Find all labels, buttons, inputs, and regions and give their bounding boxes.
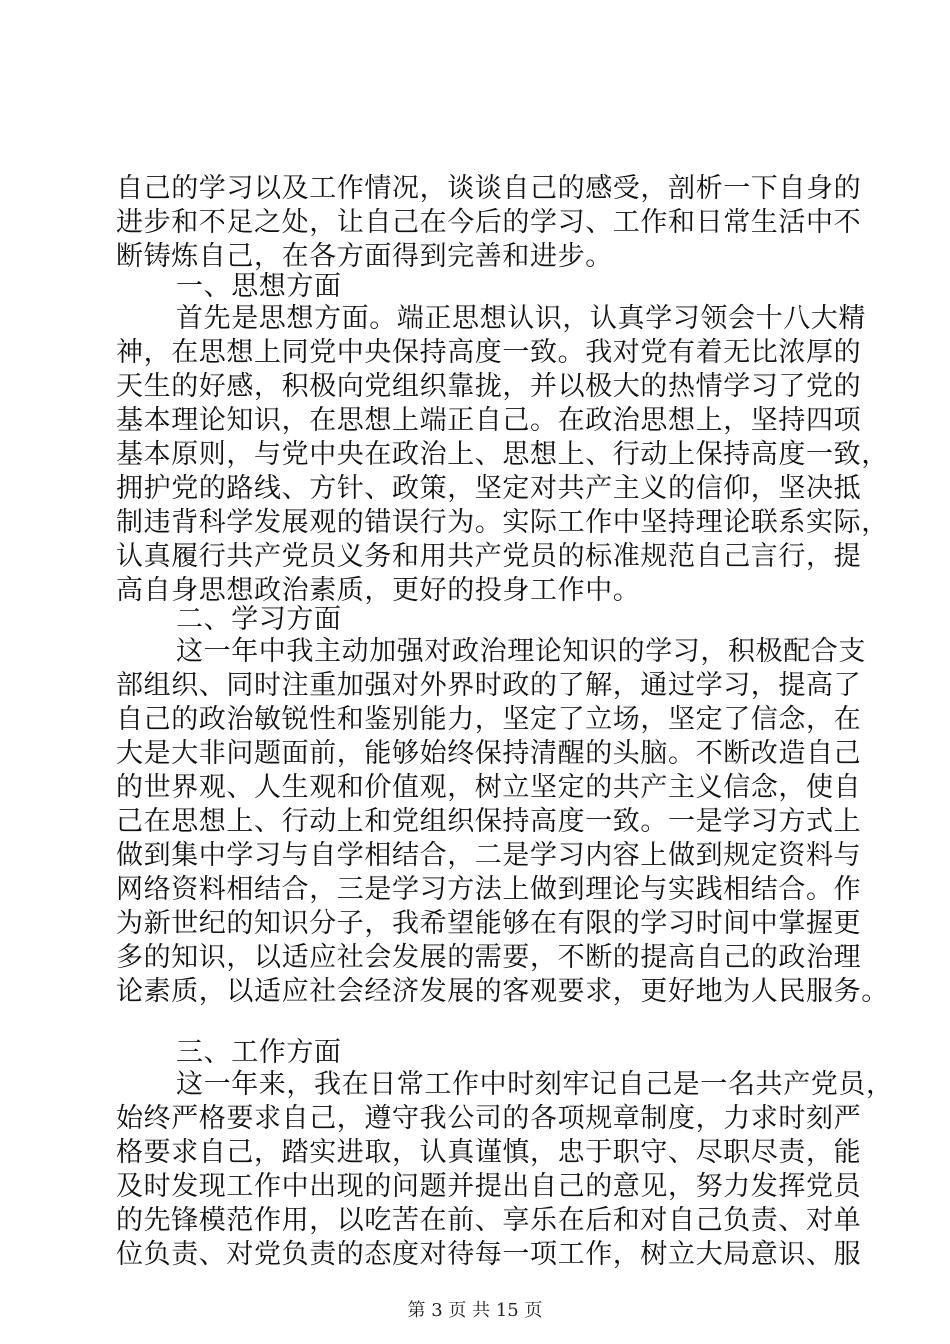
text-line: 断铸炼自己，在各方面得到完善和进步。 [116, 241, 613, 272]
section-heading: 三、工作方面 [176, 1037, 342, 1068]
section-heading: 一、思想方面 [176, 271, 342, 302]
text-line: 首先是思想方面。端正思想认识，认真学习领会十八大精 [176, 303, 866, 334]
text-line: 这一年来，我在日常工作中时刻牢记自己是一名共产党员， [176, 1069, 894, 1100]
section-heading: 二、学习方面 [176, 604, 342, 635]
text-line: 己在思想上、行动上和党组织保持高度一致。一是学习方式上 [116, 806, 862, 837]
text-line: 自己的学习以及工作情况，谈谈自己的感受，剖析一下自身的 [116, 173, 862, 204]
text-line: 网络资料相结合，三是学习方法上做到理论与实践相结合。作 [116, 874, 862, 905]
text-line: 的世界观、人生观和价值观，树立坚定的共产主义信念，使自 [116, 772, 862, 803]
text-line: 认真履行共产党员义务和用共产党员的标准规范自己言行，提 [116, 541, 862, 572]
text-line: 拥护党的路线、方针、政策，坚定对共产主义的信仰，坚决抵 [116, 473, 862, 504]
text-line: 自己的政治敏锐性和鉴别能力，坚定了立场，坚定了信念，在 [116, 704, 862, 735]
text-line: 天生的好感，积极向党组织靠拢，并以极大的热情学习了党的 [116, 371, 862, 402]
text-line: 多的知识，以适应社会发展的需要，不断的提高自己的政治理 [116, 942, 862, 973]
text-line: 为新世纪的知识分子，我希望能够在有限的学习时间中掌握更 [116, 908, 862, 939]
text-line: 基本原则，与党中央在政治上、思想上、行动上保持高度一致， [116, 439, 889, 470]
text-line: 位负责、对党负责的态度对待每一项工作，树立大局意识、服 [116, 1239, 862, 1270]
text-line: 部组织、同时注重加强对外界时政的了解，通过学习，提高了 [116, 670, 862, 701]
text-line: 格要求自己，踏实进取，认真谨慎，忠于职守、尽职尽责，能 [116, 1137, 862, 1168]
text-line: 大是大非问题面前，能够始终保持清醒的头脑。不断改造自己 [116, 738, 862, 769]
text-line: 始终严格要求自己，遵守我公司的各项规章制度，力求时刻严 [116, 1103, 862, 1134]
page-number-footer: 第 3 页 共 15 页 [407, 1300, 543, 1321]
text-line: 制违背科学发展观的错误行为。实际工作中坚持理论联系实际， [116, 507, 889, 538]
text-line: 神，在思想上同党中央保持高度一致。我对党有着无比浓厚的 [116, 337, 862, 368]
text-line: 基本理论知识，在思想上端正自己。在政治思想上，坚持四项 [116, 405, 862, 436]
text-line: 高自身思想政治素质，更好的投身工作中。 [116, 575, 641, 606]
text-line: 及时发现工作中出现的问题并提出自己的意见，努力发挥党员 [116, 1171, 862, 1202]
text-line: 做到集中学习与自学相结合，二是学习内容上做到规定资料与 [116, 840, 862, 871]
text-line: 这一年中我主动加强对政治理论知识的学习，积极配合支 [176, 636, 866, 667]
text-line: 进步和不足之处，让自己在今后的学习、工作和日常生活中不 [116, 207, 862, 238]
text-line: 的先锋模范作用，以吃苦在前、享乐在后和对自己负责、对单 [116, 1205, 862, 1236]
text-line: 论素质，以适应社会经济发展的客观要求，更好地为人民服务。 [116, 976, 889, 1007]
